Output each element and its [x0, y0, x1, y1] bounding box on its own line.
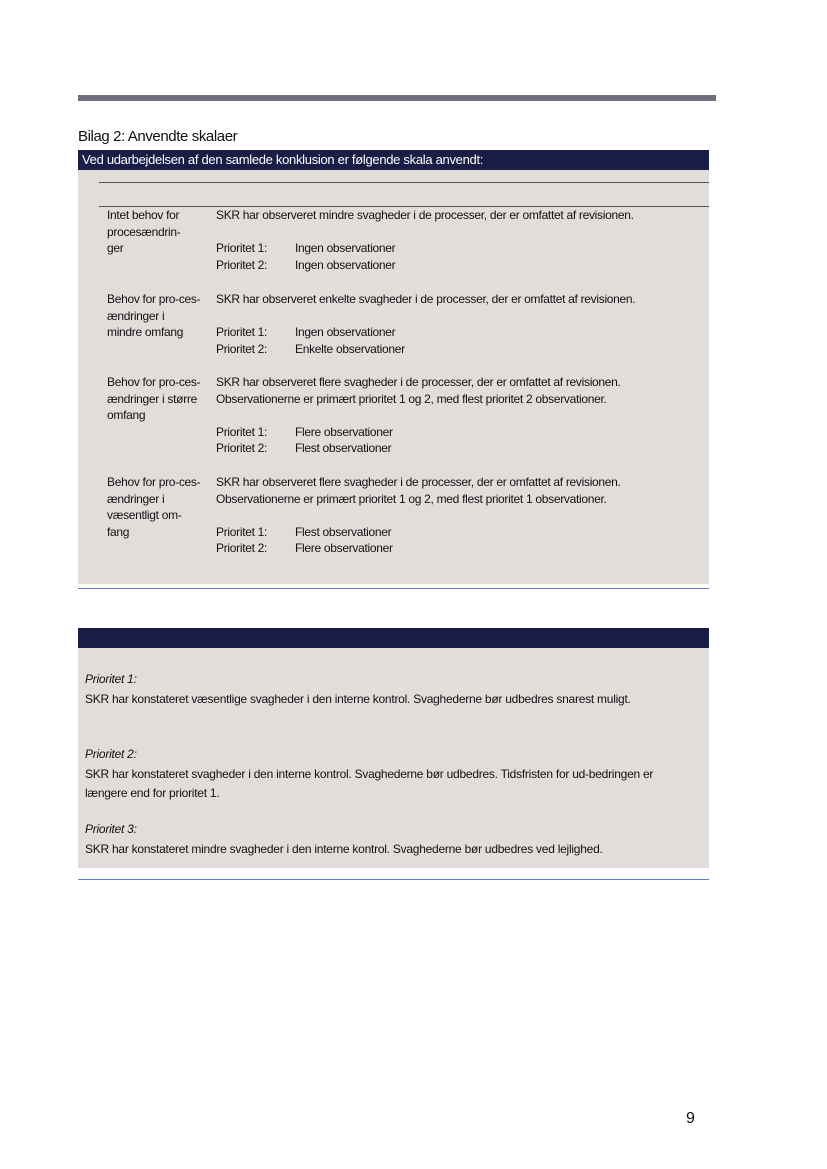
priority-text: SKR har konstateret væsentlige svagheder i den interne kontrol. Svaghederne bør udbedres snarest muligt.	[85, 691, 631, 706]
priority-2-line: Prioritet 2: Flere observationer	[216, 541, 393, 555]
scale-row-label: Intet behov for procesændrin-ger	[107, 208, 181, 256]
priority-1-line: Prioritet 1: Flest observationer	[216, 525, 392, 539]
priority-text: SKR har konstateret svagheder i den interne kontrol. Svaghederne bør udbedres. Tidsfristen for ud-bedringen er længere end for prioritet 1.	[85, 766, 654, 800]
scale-row-description: SKR har observeret enkelte svagheder i de processer, der er omfattet af revisionen.	[216, 292, 636, 306]
priority-1-line: Prioritet 1: Ingen observationer	[216, 325, 396, 339]
page-number: 9	[686, 1110, 695, 1127]
section-title: Bilag 2: Anvendte skalaer	[78, 128, 238, 145]
scale-row-3	[107, 374, 707, 464]
scale-row-description: SKR har observeret flere svagheder i de processer, der er omfattet af revisionen. Observationerne er primært prioritet 1 og 2, med flest prioritet 2 observationer.	[216, 375, 621, 406]
top-divider	[78, 95, 716, 101]
priority-1-line: Prioritet 1: Flere observationer	[216, 425, 393, 439]
scale-row-4	[107, 474, 707, 564]
priority-text: SKR har konstateret mindre svagheder i den interne kontrol. Svaghederne bør udbedres ved lejlighed.	[85, 841, 603, 856]
scale-row-2	[107, 291, 707, 361]
table-top-rule	[99, 182, 709, 183]
priority-box-bottom-rule	[78, 879, 709, 880]
priority-1-line: Prioritet 1: Ingen observationer	[216, 241, 396, 255]
intro-bar: Ved udarbejdelsen af den samlede konklusion er følgende skala anvendt:	[78, 150, 709, 170]
priority-header-bar	[78, 628, 709, 648]
scale-row-label: Behov for pro-ces- ændringer i mindre omfang	[107, 292, 201, 340]
scale-row-label: Behov for pro-ces-ændringer i større omfang	[107, 375, 201, 423]
scale-row-label: Behov for pro-ces-ændringer i væsentligt om-fang	[107, 475, 201, 539]
priority-2-note	[85, 745, 665, 804]
priority-2-line: Prioritet 2: Ingen observationer	[216, 258, 396, 272]
scale-row-description: SKR har observeret mindre svagheder i de processer, der er omfattet af revisionen.	[216, 208, 634, 222]
priority-heading: Prioritet 1:	[85, 672, 137, 686]
priority-3-note	[85, 820, 665, 859]
priority-heading: Prioritet 2:	[85, 747, 137, 761]
priority-heading: Prioritet 3:	[85, 822, 137, 836]
priority-2-line: Prioritet 2: Enkelte observationer	[216, 342, 405, 356]
scale-row-1	[107, 207, 707, 277]
priority-1-note	[85, 670, 665, 709]
scale-row-description: SKR har observeret flere svagheder i de processer, der er omfattet af revisionen. Observationerne er primært prioritet 1 og 2, med flest prioritet 1 observationer.	[216, 475, 621, 506]
scale-box-bottom-rule	[78, 588, 709, 589]
priority-2-line: Prioritet 2: Flest observationer	[216, 441, 392, 455]
